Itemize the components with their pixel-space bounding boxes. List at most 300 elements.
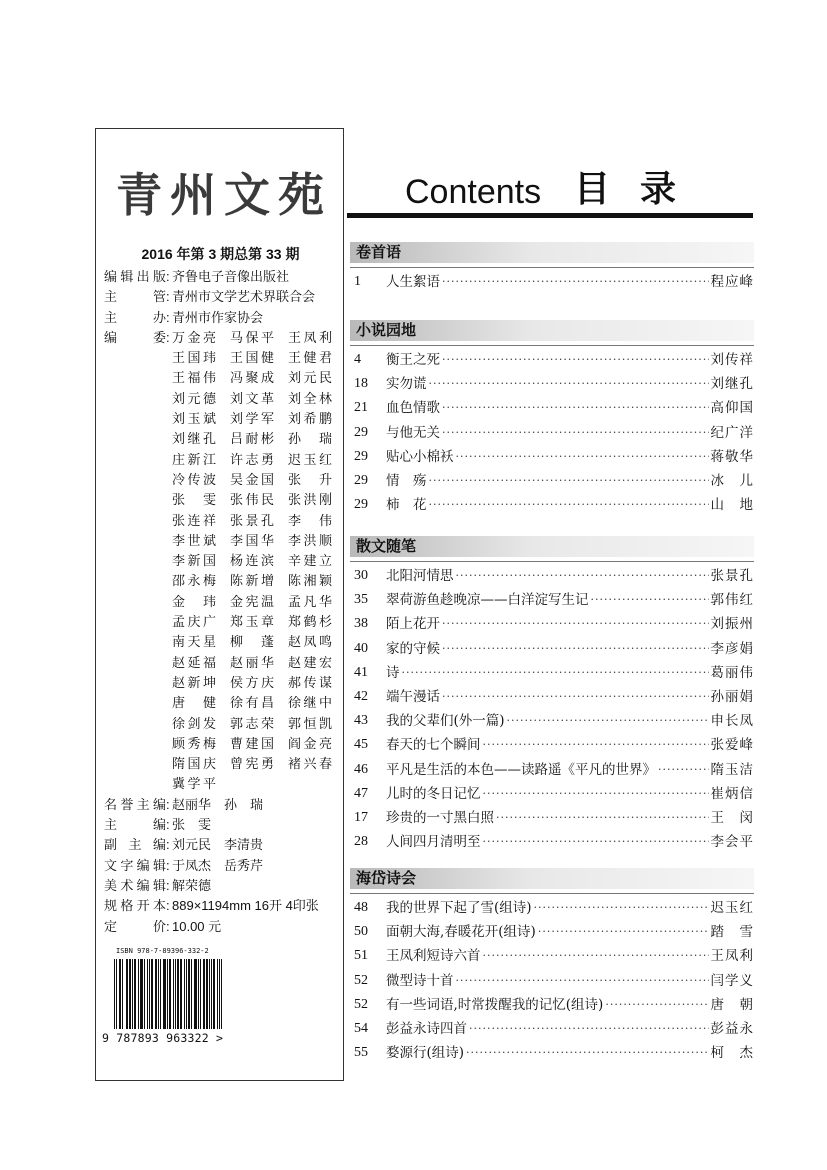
entry-title: 情 殇: [386, 472, 427, 489]
credit-value: 889×1194mm 16开 4印张: [172, 898, 319, 914]
credit-value: 青州市作家协会: [172, 309, 264, 325]
credit-value: 青州市文学艺术界联合会: [172, 289, 316, 305]
committee-member: 迟玉红: [288, 451, 332, 467]
credit-value: 齐鲁电子音像出版社: [172, 269, 290, 284]
toc-entry[interactable]: [350, 445, 754, 469]
entry-title: 儿时的冬日记忆: [386, 785, 481, 802]
barcode-bar: [213, 959, 214, 1029]
committee-member: 王国玮: [172, 350, 216, 366]
toc-entry[interactable]: [350, 993, 754, 1017]
credit-label: 文字编辑: [104, 857, 166, 873]
committee-member: 曾宪勇: [230, 756, 274, 772]
entry-author: 申长凤: [710, 713, 754, 730]
entry-author: 程应峰: [710, 274, 754, 290]
barcode-bar: [198, 959, 199, 1029]
committee-member: 刘文革: [230, 390, 274, 406]
committee-member: 张伟民: [230, 492, 274, 508]
barcode-bar: [204, 959, 205, 1029]
committee-member: 郭恒凯: [288, 715, 332, 731]
entry-title: 春天的七个瞬间: [386, 737, 481, 754]
credit-row: [104, 876, 340, 896]
entry-page-number: 50: [354, 924, 368, 940]
leader-dots: [591, 588, 709, 612]
barcode-bar: [186, 959, 187, 1029]
entry-author: 刘继孔: [710, 376, 754, 393]
magazine-title: 青州文苑: [116, 168, 332, 222]
committee-member: 褚兴春: [288, 756, 332, 772]
section-title: 小说园地: [350, 320, 754, 341]
leader-dots: [429, 493, 709, 517]
committee-member: 金玮: [172, 593, 216, 609]
committee-member: 冀学平: [172, 776, 216, 792]
entry-title: 北阳河情思: [386, 568, 454, 584]
toc-entry[interactable]: [350, 1017, 754, 1041]
entry-author: 崔炳信: [710, 785, 754, 802]
entry-author: 张爱峰: [710, 737, 754, 754]
barcode-bar: [141, 959, 142, 1029]
committee-member: 唐健: [172, 695, 216, 711]
barcode-bar: [191, 959, 192, 1029]
credit-label: 编委: [104, 329, 166, 345]
barcode-bar: [134, 959, 135, 1029]
committee-member: 徐有昌: [230, 695, 274, 711]
toc-entry[interactable]: [350, 896, 754, 920]
entry-page-number: 46: [354, 761, 368, 777]
entry-author: 王凤利: [710, 948, 754, 965]
toc-entry[interactable]: [350, 270, 754, 294]
section-entries: [350, 561, 754, 854]
toc-entry[interactable]: [350, 782, 754, 806]
committee-member: 李新国: [172, 553, 216, 569]
barcode-bar: [142, 959, 143, 1029]
barcode-bar: [122, 959, 123, 1029]
committee-member: 张洪刚: [288, 492, 332, 508]
entry-page-number: 51: [354, 948, 368, 964]
toc-entry[interactable]: [350, 1041, 754, 1065]
barcode-bar: [177, 959, 178, 1029]
toc-entry[interactable]: [350, 733, 754, 757]
toc-entry[interactable]: [350, 637, 754, 661]
committee-member: 吕耐彬: [230, 431, 274, 447]
toc-section: [350, 320, 754, 517]
barcode-bar: [180, 959, 181, 1029]
entry-page-number: 40: [354, 640, 368, 656]
committee-member: 徐剑发: [172, 715, 216, 731]
toc-entry[interactable]: [350, 588, 754, 612]
leader-dots: [496, 806, 709, 830]
committee-member: 许志勇: [230, 451, 274, 467]
barcode-bar: [178, 959, 179, 1029]
leader-dots: [456, 969, 709, 993]
toc-entry[interactable]: [350, 493, 754, 517]
toc-entry[interactable]: [350, 685, 754, 709]
barcode-bar: [206, 959, 207, 1029]
toc-section: [350, 536, 754, 854]
entry-title: 珍贵的一寸黑白照: [386, 809, 494, 826]
barcode-bar: [120, 959, 121, 1029]
barcode-bar: [200, 959, 201, 1029]
toc-entry[interactable]: [350, 421, 754, 445]
barcode-bar: [175, 959, 176, 1029]
entry-author: 葛丽伟: [710, 664, 754, 681]
credit-label: 美术编辑: [104, 877, 166, 893]
entry-title: 与他无关: [386, 424, 440, 441]
barcode-bar: [170, 959, 171, 1029]
committee-member: 赵凤鸣: [288, 634, 332, 650]
entry-page-number: 52: [354, 996, 368, 1012]
barcode-bar: [132, 959, 133, 1029]
entry-author: 郭伟红: [710, 592, 754, 609]
credit-label: 副主编: [104, 837, 166, 853]
leader-dots: [507, 709, 709, 733]
committee-member: 陈湘颖: [288, 573, 332, 589]
leader-dots: [469, 1017, 709, 1041]
credit-value: 张 雯: [172, 817, 212, 833]
committee-member: 刘学军: [230, 411, 274, 427]
barcode-bars: [114, 959, 222, 1029]
barcode-bar: [158, 959, 159, 1029]
toc-entry[interactable]: [350, 920, 754, 944]
entry-author: 纪广洋: [710, 424, 754, 441]
barcode-bar: [169, 959, 170, 1029]
entry-author: 闫学义: [710, 972, 754, 989]
credit-value: 解荣德: [172, 877, 212, 893]
entry-author: 山 地: [710, 497, 754, 514]
barcode-bar: [189, 959, 190, 1029]
leader-dots: [658, 758, 709, 782]
barcode-bar: [126, 959, 127, 1029]
committee-member: 徐继中: [288, 695, 332, 711]
committee-member: 杨连滨: [230, 553, 274, 569]
entry-page-number: 41: [354, 664, 368, 680]
entry-author: 蒋敬华: [710, 448, 754, 465]
entry-title: 我的世界下起了雪(组诗): [386, 900, 532, 916]
committee-member: 刘元德: [172, 390, 216, 406]
entry-page-number: 29: [354, 448, 368, 464]
entry-page-number: 35: [354, 592, 368, 608]
barcode-bar: [173, 959, 174, 1029]
entry-page-number: 43: [354, 713, 368, 729]
toc-entry[interactable]: [350, 661, 754, 685]
entry-page-number: 45: [354, 737, 368, 753]
credit-value: 刘元民 李清贵: [172, 837, 264, 853]
leader-dots: [429, 469, 709, 493]
committee-member: 阎金亮: [288, 735, 332, 751]
barcode-bar: [152, 959, 153, 1029]
committee-list: [104, 348, 340, 795]
entry-title: 有一些词语,时常拨醒我的记忆(组诗): [386, 996, 604, 1013]
toc-entry[interactable]: [350, 830, 754, 854]
committee-member: 吴金国: [230, 471, 274, 487]
entry-page-number: 29: [354, 424, 368, 440]
entry-author: 隋玉洁: [710, 761, 754, 778]
barcode-bar: [221, 959, 222, 1029]
credit-label: 编辑出版: [104, 269, 166, 284]
toc-section: [350, 868, 754, 1065]
entry-title: 平凡是生活的本色——读路遥《平凡的世界》: [386, 761, 656, 778]
barcode-bar: [196, 959, 197, 1029]
entry-title: 端午漫话: [386, 688, 440, 705]
credit-row: [104, 795, 340, 815]
toc-entry[interactable]: [350, 969, 754, 993]
entry-page-number: 38: [354, 616, 368, 632]
committee-member: 刘继孔: [172, 431, 216, 447]
leader-dots: [442, 612, 709, 636]
entry-page-number: 47: [354, 785, 368, 801]
entry-page-number: 4: [354, 352, 361, 367]
toc-entry[interactable]: [350, 612, 754, 636]
committee-member: 赵延福: [172, 654, 216, 670]
leader-dots: [483, 782, 709, 806]
entry-title: 人生絮语: [386, 274, 440, 290]
entry-title: 贴心小棉袄: [386, 448, 454, 465]
committee-member: 顾秀梅: [172, 735, 216, 751]
barcode-bar: [209, 959, 210, 1029]
entry-author: 张景孔: [710, 568, 754, 584]
committee-member: 王健君: [288, 350, 332, 366]
committee-member: 李洪顺: [288, 532, 332, 548]
entry-title: 衡王之死: [386, 352, 440, 368]
credit-label: 名誉主编: [104, 796, 166, 812]
committee-member: 张景孔: [230, 512, 274, 528]
barcode-bar: [203, 959, 204, 1029]
toc-entry[interactable]: [350, 372, 754, 396]
entry-title: 微型诗十首: [386, 972, 454, 989]
entry-title: 我的父辈们(外一篇): [386, 713, 505, 730]
committee-member: 李国华: [230, 532, 274, 548]
credit-row: [104, 308, 340, 328]
credit-row: [104, 856, 340, 876]
credit-colon: :: [166, 796, 170, 812]
committee-member: 冷传波: [172, 471, 216, 487]
entry-page-number: 29: [354, 472, 368, 488]
leader-dots: [466, 1041, 708, 1065]
committee-member: 万金亮: [172, 329, 216, 345]
entry-author: 李彦娟: [710, 640, 754, 657]
entry-title: 面朝大海,春暖花开(组诗): [386, 924, 536, 941]
entry-page-number: 55: [354, 1045, 368, 1061]
credit-value: 赵丽华 孙 瑞: [172, 796, 264, 812]
credit-colon: :: [166, 877, 170, 893]
credit-row: [104, 835, 340, 855]
committee-member: 刘全林: [288, 390, 332, 406]
barcode-bar: [155, 959, 156, 1029]
credit-label: 规格开本: [104, 898, 166, 914]
isbn-text: ISBN 978-7-89396-332-2: [116, 947, 209, 955]
entry-page-number: 29: [354, 497, 368, 513]
barcode-bar: [167, 959, 168, 1029]
entry-page-number: 42: [354, 688, 368, 704]
entry-author: 迟玉红: [710, 900, 754, 916]
committee-member: 冯聚成: [230, 370, 274, 386]
toc-entry[interactable]: [350, 806, 754, 830]
committee-member: 赵丽华: [230, 654, 274, 670]
credits-block: [104, 267, 340, 937]
leader-dots: [534, 896, 709, 920]
credit-colon: :: [166, 269, 170, 284]
entry-title: 彭益永诗四首: [386, 1020, 467, 1037]
section-entries: [350, 345, 754, 517]
entry-page-number: 18: [354, 376, 368, 392]
committee-member: 刘希鹏: [288, 411, 332, 427]
committee-member: 王国健: [230, 350, 274, 366]
leader-dots: [483, 944, 709, 968]
leader-dots: [442, 637, 709, 661]
entry-title: 婺源行(组诗): [386, 1045, 465, 1062]
leader-dots: [442, 348, 709, 372]
toc-entry[interactable]: [350, 944, 754, 968]
contents-heading-zh: 目录: [574, 169, 707, 210]
section-entries: [350, 267, 754, 294]
committee-member: 孙瑞: [288, 431, 332, 447]
barcode-bar: [151, 959, 152, 1029]
leader-dots: [442, 685, 709, 709]
entry-page-number: 48: [354, 900, 368, 915]
entry-author: 高仰国: [710, 400, 754, 417]
entry-page-number: 17: [354, 809, 368, 825]
section-title: 卷首语: [350, 242, 754, 263]
barcode-bar: [149, 959, 150, 1029]
committee-member: 孟庆广: [172, 614, 216, 630]
committee-member: 赵新坤: [172, 674, 216, 690]
credit-label: 主办: [104, 309, 166, 325]
barcode-bar: [163, 959, 164, 1029]
committee-member: 刘元民: [288, 370, 332, 386]
committee-member: 曹建国: [230, 735, 274, 751]
committee-member: 郑鹤杉: [288, 614, 332, 630]
barcode-bar: [129, 959, 130, 1029]
credit-value: 于凤杰 岳秀芹: [172, 857, 264, 873]
credit-colon: :: [166, 837, 170, 853]
entry-title: 诗: [386, 664, 400, 681]
leader-dots: [429, 372, 709, 396]
committee-member: 金宪温: [230, 593, 274, 609]
committee-member: 张升: [288, 471, 332, 487]
committee-member: 郭志荣: [230, 715, 274, 731]
entry-page-number: 30: [354, 568, 368, 583]
barcode-bar: [130, 959, 131, 1029]
credit-colon: :: [166, 898, 170, 914]
barcode-bar: [195, 959, 196, 1029]
barcode-bar: [181, 959, 182, 1029]
toc-section: [350, 242, 754, 294]
barcode-bar: [184, 959, 185, 1029]
credit-row: [104, 267, 340, 287]
barcode-bar: [211, 959, 212, 1029]
credit-row: [104, 287, 340, 307]
toc-entry[interactable]: [350, 758, 754, 782]
committee-member: 孟凡华: [288, 593, 332, 609]
section-entries: [350, 893, 754, 1065]
entry-author: 李会平: [710, 834, 754, 851]
entry-page-number: 52: [354, 972, 368, 988]
entry-page-number: 1: [354, 274, 361, 289]
entry-title: 人间四月清明至: [386, 834, 481, 851]
committee-member: 刘玉斌: [172, 411, 216, 427]
entry-title: 王凤利短诗六首: [386, 948, 481, 965]
credit-label: 定价: [104, 918, 166, 934]
committee-member: 陈新增: [230, 573, 274, 589]
entry-author: 刘传祥: [710, 352, 754, 368]
committee-member: 庄新江: [172, 451, 216, 467]
entry-page-number: 21: [354, 400, 368, 416]
committee-member: 赵建宏: [288, 654, 332, 670]
entry-author: 孙丽娟: [710, 688, 754, 705]
toc-entry[interactable]: [350, 709, 754, 733]
committee-member: 郝传谋: [288, 674, 332, 690]
leader-dots: [605, 993, 708, 1017]
section-title: 散文随笔: [350, 536, 754, 557]
credit-colon: :: [166, 857, 170, 873]
toc-entry[interactable]: [350, 564, 754, 588]
section-title: 海岱诗会: [350, 868, 754, 889]
credit-row: [104, 815, 340, 835]
credit-colon: :: [166, 309, 170, 325]
leader-dots: [483, 830, 709, 854]
committee-member: 王凤利: [288, 329, 332, 345]
committee-member: 李伟: [288, 512, 332, 528]
barcode-bar: [127, 959, 128, 1029]
entry-title: 翠荷游鱼趁晚凉——白洋淀写生记: [386, 592, 589, 609]
committee-member: 李世斌: [172, 532, 216, 548]
committee-member: 南天星: [172, 634, 216, 650]
committee-member: 辛建立: [288, 553, 332, 569]
credit-label: 主编: [104, 817, 166, 833]
barcode-bar: [214, 959, 215, 1029]
entry-author: 柯 杰: [710, 1045, 754, 1062]
toc-entry[interactable]: [350, 348, 754, 372]
credit-colon: :: [166, 918, 170, 934]
leader-dots: [442, 396, 709, 420]
committee-member: 王福伟: [172, 370, 216, 386]
barcode-bar: [160, 959, 161, 1029]
leader-dots: [442, 421, 709, 445]
entry-author: 王 闵: [710, 809, 754, 826]
credit-colon: :: [166, 817, 170, 833]
toc-entry[interactable]: [350, 469, 754, 493]
leader-dots: [456, 445, 709, 469]
barcode-bar: [156, 959, 157, 1029]
toc-entry[interactable]: [350, 396, 754, 420]
committee-member: 隋国庆: [172, 756, 216, 772]
entry-title: 血色情歌: [386, 400, 440, 417]
entry-author: 唐 朝: [710, 996, 754, 1013]
leader-dots: [538, 920, 709, 944]
barcode-bar: [164, 959, 165, 1029]
barcode-bar: [140, 959, 141, 1029]
barcode-bar: [207, 959, 208, 1029]
committee-label-row: 编委 : 万金亮 马保平 王凤利: [104, 328, 340, 348]
barcode-bar: [165, 959, 166, 1029]
entry-page-number: 28: [354, 834, 368, 850]
leader-dots: [483, 733, 709, 757]
barcode-bar: [114, 959, 115, 1029]
barcode-bar: [188, 959, 189, 1029]
entry-author: 彭益永: [710, 1020, 754, 1037]
masthead-box: [95, 128, 344, 1081]
committee-member: 侯方庆: [230, 674, 274, 690]
credit-row: [104, 917, 340, 937]
entry-author: 刘振州: [710, 616, 754, 633]
barcode-bar: [219, 959, 220, 1029]
committee-member: 柳蓬: [230, 634, 274, 650]
barcode-bar: [144, 959, 145, 1029]
entry-title: 实勿谎: [386, 376, 427, 393]
barcode-bar: [135, 959, 136, 1029]
entry-page-number: 54: [354, 1020, 368, 1036]
leader-dots: [442, 270, 709, 294]
entry-title: 柿 花: [386, 497, 427, 514]
